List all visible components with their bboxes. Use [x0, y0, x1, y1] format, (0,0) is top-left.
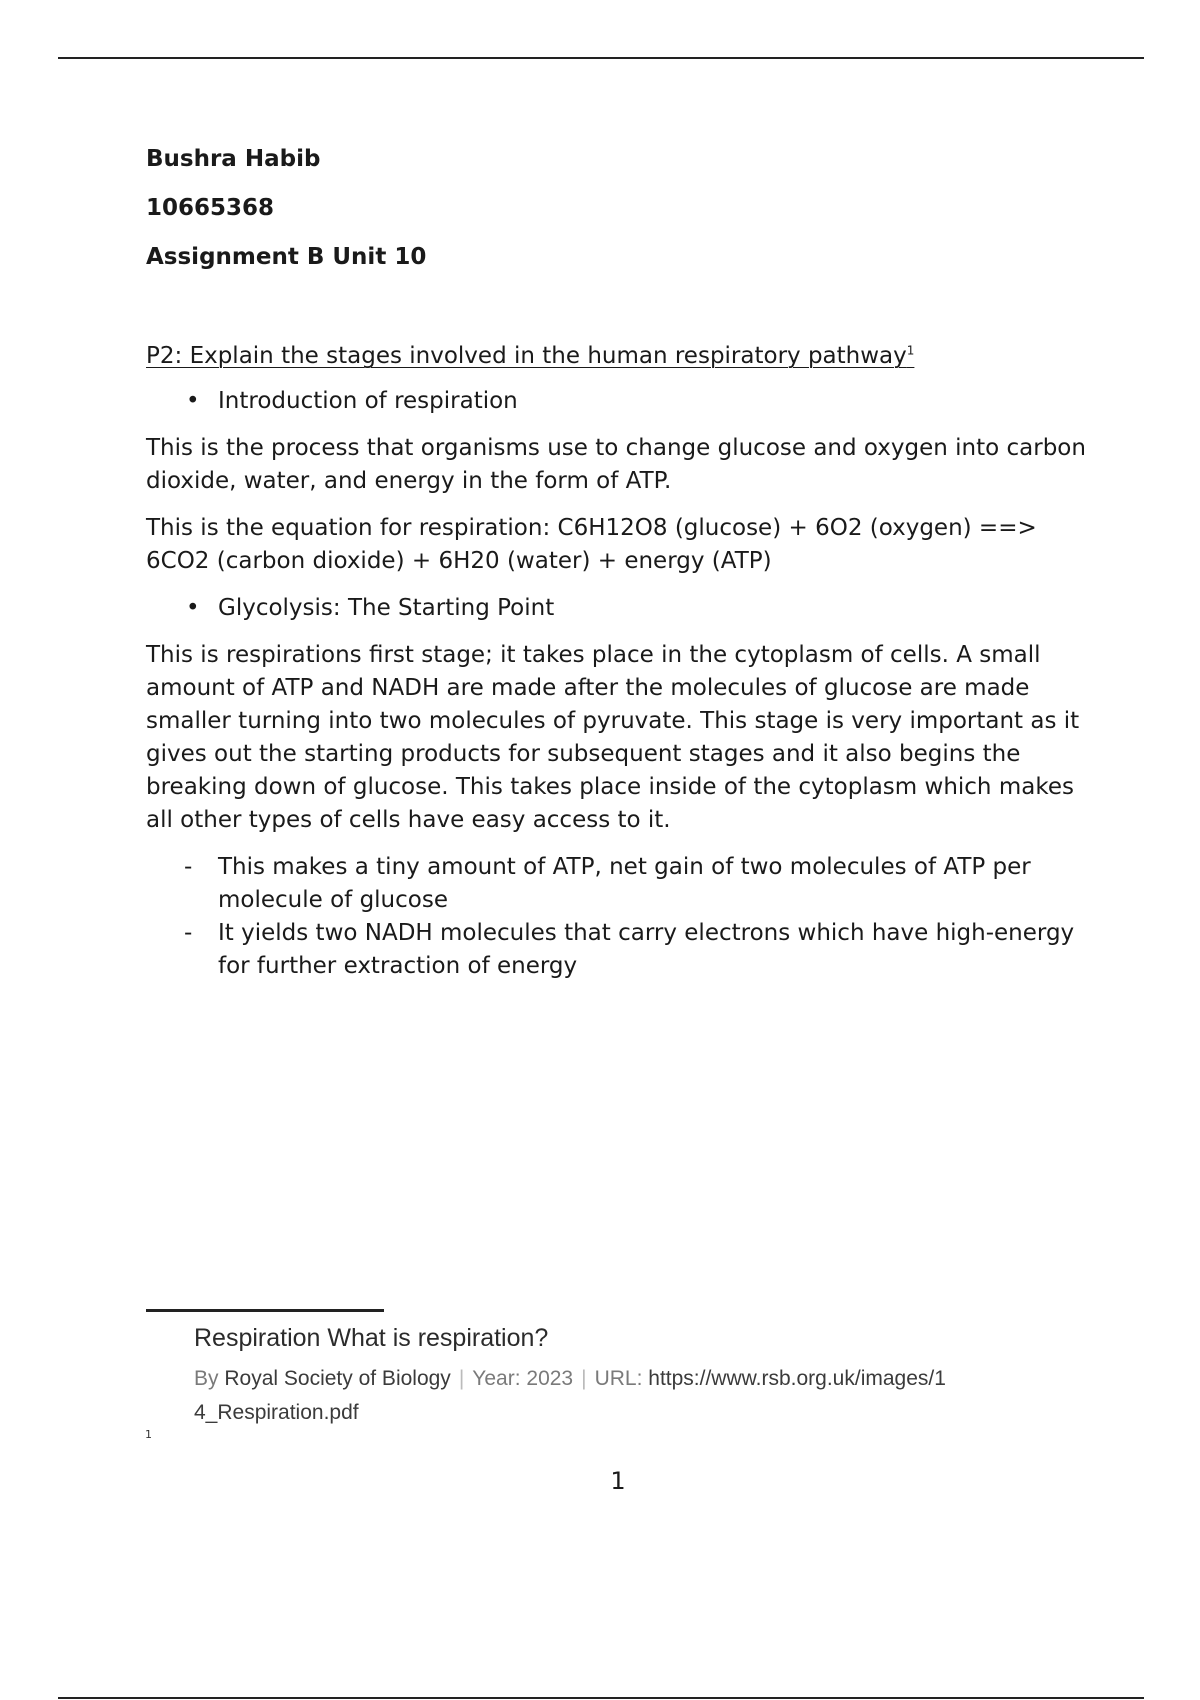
dash-marker: -: [184, 854, 193, 880]
list-item: [146, 851, 1086, 917]
url-label: URL:: [594, 1367, 643, 1390]
glycolysis-points: [146, 851, 1086, 983]
student-id: 10665368: [146, 195, 275, 221]
list-item: [146, 917, 1086, 983]
footnote-reference[interactable]: 1: [906, 343, 915, 358]
citation-separator: |: [458, 1367, 465, 1390]
bullet-text: Glycolysis: The Starting Point: [218, 595, 555, 621]
bottom-rule: [58, 1697, 1144, 1699]
citation-author: Royal Society of Biology: [224, 1367, 451, 1390]
bullet-introduction: [146, 385, 1086, 418]
list-item-text: It yields two NADH molecules that carry electrons which have high-energy for further extraction of energy: [218, 920, 1075, 979]
bullet-marker: •: [186, 595, 200, 621]
citation-url[interactable]: https://www.rsb.org.uk/images/14_Respiration.pdf: [194, 1367, 946, 1424]
citation-year: 2023: [526, 1367, 574, 1390]
author-name: Bushra Habib: [146, 146, 321, 172]
page-number: 1: [610, 1467, 626, 1495]
bullet-marker: •: [186, 388, 200, 414]
bullet-glycolysis: [146, 592, 1086, 625]
footnote: [194, 1320, 954, 1430]
citation-separator: |: [581, 1367, 587, 1390]
document-body: [146, 340, 1086, 983]
footnote-number: 1: [145, 1428, 152, 1441]
footnote-title: Respiration What is respiration?: [194, 1324, 549, 1352]
list-item-text: This makes a tiny amount of ATP, net gain of two molecules of ATP per molecule of glucose: [218, 854, 1031, 913]
section-heading: [146, 340, 1086, 373]
bullet-text: Introduction of respiration: [218, 388, 518, 414]
footnote-separator: [146, 1309, 384, 1312]
by-label: By: [194, 1367, 219, 1390]
year-label: Year:: [472, 1367, 521, 1390]
top-rule: [58, 57, 1144, 59]
equation-paragraph: This is the equation for respiration: C6H12O8 (glucose) + 6O2 (oxygen) ==> 6CO2 (carbon dioxide) + 6H20 (water) + energy (ATP): [146, 515, 1037, 574]
dash-marker: -: [184, 920, 193, 946]
intro-paragraph: This is the process that organisms use to change glucose and oxygen into carbon dioxide, water, and energy in the form of ATP.: [146, 435, 1086, 494]
section-heading-text: P2: Explain the stages involved in the human respiratory pathway: [146, 343, 907, 369]
assignment-title: Assignment B Unit 10: [146, 244, 427, 270]
glycolysis-paragraph: This is respirations first stage; it takes place in the cytoplasm of cells. A small amount of ATP and NADH are made after the molecules of glucose are made smaller turning into two molecules of pyruvate. This stage is very important as it gives out the starting products for subsequent stages and it also begins the breaking down of glucose. This takes place inside of the cytoplasm which makes all other types of cells have easy access to it.: [146, 642, 1080, 833]
footnote-citation: [194, 1362, 954, 1430]
